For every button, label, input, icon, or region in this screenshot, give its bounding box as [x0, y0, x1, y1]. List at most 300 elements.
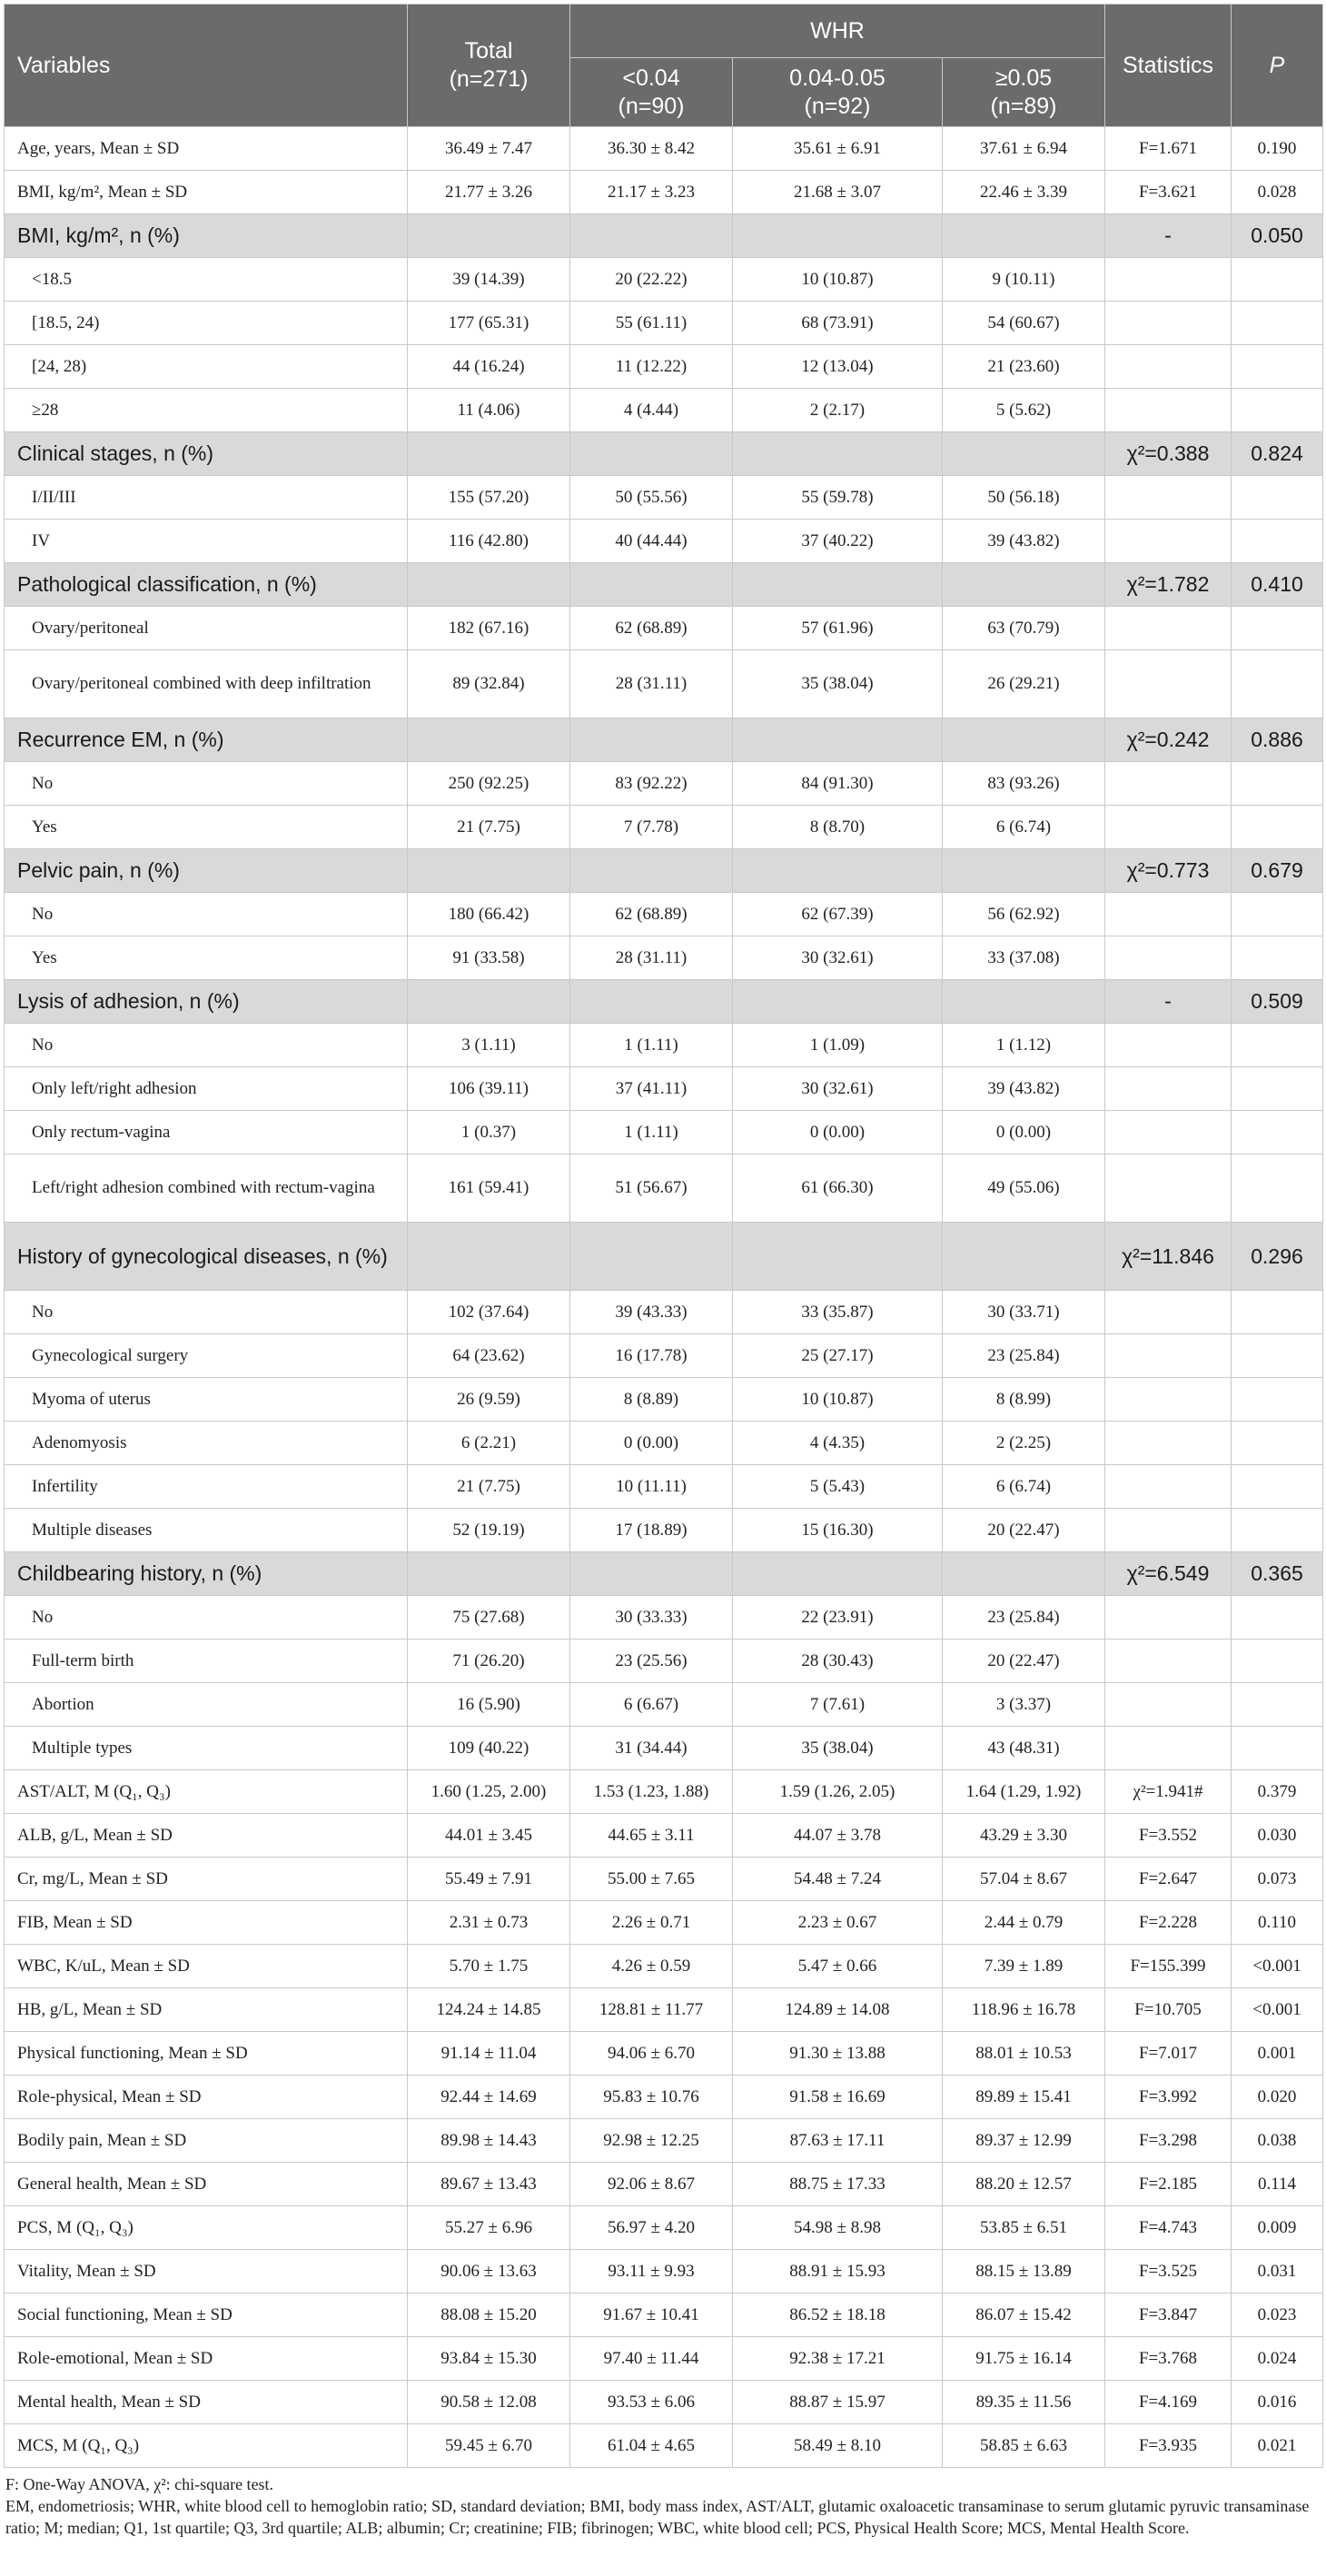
cell-whr-0-04-0-05: 35 (38.04) — [733, 1727, 943, 1770]
cell-whr-ge-0-05: 37.61 ± 6.94 — [943, 127, 1105, 171]
row-label: Only rectum-vagina — [5, 1111, 408, 1154]
row-label: Full-term birth — [5, 1640, 408, 1683]
row-label: Only left/right adhesion — [5, 1067, 408, 1111]
header-p — [1232, 5, 1323, 127]
row-label: Clinical stages, n (%) — [5, 432, 408, 476]
table-row — [5, 1770, 1323, 1814]
row-label: Adenomyosis — [5, 1422, 408, 1465]
cell-total: 55.27 ± 6.96 — [408, 2206, 570, 2250]
table-row — [5, 2381, 1323, 2424]
row-label: Yes — [5, 806, 408, 849]
cell-p-value: 0.031 — [1232, 2250, 1323, 2294]
row-label: Lysis of adhesion, n (%) — [5, 980, 408, 1024]
cell-total: 177 (65.31) — [408, 302, 570, 345]
cell-whr-0-04-0-05: 57 (61.96) — [733, 607, 943, 650]
cell-statistics: χ²=0.388 — [1105, 432, 1232, 476]
cell-whr-ge-0-05: 49 (55.06) — [943, 1154, 1105, 1223]
cell-whr-lt-0-04 — [570, 849, 733, 893]
cell-whr-lt-0-04: 128.81 ± 11.77 — [570, 1988, 733, 2032]
row-label: Social functioning, Mean ± SD — [5, 2294, 408, 2337]
cell-whr-0-04-0-05 — [733, 214, 943, 258]
table-row — [5, 1024, 1323, 1067]
cell-statistics — [1105, 345, 1232, 389]
cell-total: 250 (92.25) — [408, 762, 570, 806]
cell-whr-lt-0-04: 4.26 ± 0.59 — [570, 1945, 733, 1988]
cell-whr-ge-0-05: 6 (6.74) — [943, 806, 1105, 849]
cell-whr-lt-0-04: 31 (34.44) — [570, 1727, 733, 1770]
cell-whr-ge-0-05: 39 (43.82) — [943, 1067, 1105, 1111]
cell-whr-0-04-0-05: 55 (59.78) — [733, 476, 943, 520]
cell-whr-ge-0-05: 33 (37.08) — [943, 936, 1105, 980]
cell-whr-lt-0-04: 62 (68.89) — [570, 893, 733, 936]
cell-statistics: χ²=0.242 — [1105, 718, 1232, 762]
cell-total: 71 (26.20) — [408, 1640, 570, 1683]
cell-statistics: χ²=0.773 — [1105, 849, 1232, 893]
cell-p-value — [1232, 1596, 1323, 1640]
cell-whr-0-04-0-05: 88.75 ± 17.33 — [733, 2163, 943, 2206]
row-label: Multiple diseases — [5, 1509, 408, 1552]
cell-p-value — [1232, 1683, 1323, 1727]
cell-total: 180 (66.42) — [408, 893, 570, 936]
cell-total — [408, 563, 570, 607]
cell-whr-ge-0-05: 23 (25.84) — [943, 1596, 1105, 1640]
cell-p-value — [1232, 1509, 1323, 1552]
cell-p-value — [1232, 1291, 1323, 1334]
cell-total — [408, 1552, 570, 1596]
group-header-row — [5, 849, 1323, 893]
cell-whr-lt-0-04: 10 (11.11) — [570, 1465, 733, 1509]
cell-total: 92.44 ± 14.69 — [408, 2076, 570, 2119]
row-label: No — [5, 1596, 408, 1640]
row-label: Role-physical, Mean ± SD — [5, 2076, 408, 2119]
cell-p-value — [1232, 1378, 1323, 1422]
cell-whr-0-04-0-05: 35 (38.04) — [733, 650, 943, 718]
cell-total — [408, 980, 570, 1024]
cell-whr-ge-0-05: 5 (5.62) — [943, 389, 1105, 432]
cell-whr-0-04-0-05: 88.91 ± 15.93 — [733, 2250, 943, 2294]
cell-whr-lt-0-04: 6 (6.67) — [570, 1683, 733, 1727]
cell-whr-lt-0-04: 51 (56.67) — [570, 1154, 733, 1223]
cell-statistics — [1105, 389, 1232, 432]
cell-whr-lt-0-04: 92.06 ± 8.67 — [570, 2163, 733, 2206]
cell-p-value: 0.824 — [1232, 432, 1323, 476]
cell-whr-lt-0-04 — [570, 718, 733, 762]
table-row — [5, 2032, 1323, 2076]
cell-total: 89.67 ± 13.43 — [408, 2163, 570, 2206]
cell-whr-0-04-0-05: 35.61 ± 6.91 — [733, 127, 943, 171]
cell-total: 21.77 ± 3.26 — [408, 171, 570, 214]
cell-whr-0-04-0-05: 12 (13.04) — [733, 345, 943, 389]
cell-whr-ge-0-05: 50 (56.18) — [943, 476, 1105, 520]
cell-whr-ge-0-05: 1 (1.12) — [943, 1024, 1105, 1067]
cell-statistics — [1105, 1154, 1232, 1223]
cell-whr-lt-0-04: 11 (12.22) — [570, 345, 733, 389]
cell-whr-ge-0-05: 20 (22.47) — [943, 1509, 1105, 1552]
table-row — [5, 302, 1323, 345]
cell-total: 102 (37.64) — [408, 1291, 570, 1334]
row-label: <18.5 — [5, 258, 408, 302]
cell-whr-ge-0-05: 43.29 ± 3.30 — [943, 1814, 1105, 1858]
cell-statistics — [1105, 476, 1232, 520]
cell-total: 52 (19.19) — [408, 1509, 570, 1552]
cell-whr-0-04-0-05 — [733, 432, 943, 476]
cell-p-value — [1232, 762, 1323, 806]
cell-whr-ge-0-05: 89.89 ± 15.41 — [943, 2076, 1105, 2119]
cell-whr-lt-0-04: 91.67 ± 10.41 — [570, 2294, 733, 2337]
cell-p-value: 0.886 — [1232, 718, 1323, 762]
cell-p-value: 0.030 — [1232, 1814, 1323, 1858]
cell-whr-lt-0-04: 97.40 ± 11.44 — [570, 2337, 733, 2381]
cell-whr-lt-0-04: 28 (31.11) — [570, 936, 733, 980]
table-row — [5, 936, 1323, 980]
cell-whr-lt-0-04 — [570, 1223, 733, 1291]
cell-p-value: 0.296 — [1232, 1223, 1323, 1291]
cell-whr-lt-0-04: 55.00 ± 7.65 — [570, 1858, 733, 1901]
cell-total: 1.60 (1.25, 2.00) — [408, 1770, 570, 1814]
cell-p-value — [1232, 806, 1323, 849]
row-label: BMI, kg/m², Mean ± SD — [5, 171, 408, 214]
group-header-row — [5, 563, 1323, 607]
cell-whr-lt-0-04: 20 (22.22) — [570, 258, 733, 302]
table-row — [5, 1988, 1323, 2032]
table-row — [5, 1378, 1323, 1422]
cell-total: 116 (42.80) — [408, 520, 570, 563]
cell-whr-lt-0-04: 23 (25.56) — [570, 1640, 733, 1683]
cell-p-value — [1232, 1067, 1323, 1111]
cell-whr-lt-0-04: 7 (7.78) — [570, 806, 733, 849]
cell-p-value: 0.379 — [1232, 1770, 1323, 1814]
header-statistics: Statistics — [1105, 5, 1232, 127]
cell-whr-lt-0-04: 62 (68.89) — [570, 607, 733, 650]
cell-total: 44.01 ± 3.45 — [408, 1814, 570, 1858]
row-label: I/II/III — [5, 476, 408, 520]
table-footnote — [4, 2473, 1322, 2539]
cell-whr-ge-0-05 — [943, 432, 1105, 476]
cell-p-value — [1232, 1640, 1323, 1683]
table-container — [4, 4, 1322, 2539]
table-row — [5, 1291, 1323, 1334]
cell-p-value — [1232, 302, 1323, 345]
row-label: Yes — [5, 936, 408, 980]
cell-total: 75 (27.68) — [408, 1596, 570, 1640]
table-row — [5, 389, 1323, 432]
cell-p-value — [1232, 520, 1323, 563]
cell-p-value — [1232, 1727, 1323, 1770]
cell-statistics: - — [1105, 214, 1232, 258]
cell-total: 89 (32.84) — [408, 650, 570, 718]
cell-whr-ge-0-05 — [943, 1552, 1105, 1596]
cell-statistics: F=1.671 — [1105, 127, 1232, 171]
cell-whr-0-04-0-05: 4 (4.35) — [733, 1422, 943, 1465]
cell-p-value — [1232, 1111, 1323, 1154]
cell-total: 16 (5.90) — [408, 1683, 570, 1727]
cell-total: 2.31 ± 0.73 — [408, 1901, 570, 1945]
cell-p-value: 0.365 — [1232, 1552, 1323, 1596]
cell-whr-lt-0-04: 93.53 ± 6.06 — [570, 2381, 733, 2424]
row-label: Gynecological surgery — [5, 1334, 408, 1378]
cell-whr-lt-0-04: 0 (0.00) — [570, 1422, 733, 1465]
cell-total: 89.98 ± 14.43 — [408, 2119, 570, 2163]
cell-total: 182 (67.16) — [408, 607, 570, 650]
header-group-2-label: 0.04-0.05 — [789, 64, 886, 91]
cell-whr-ge-0-05: 20 (22.47) — [943, 1640, 1105, 1683]
header-group-2-n: (n=92) — [804, 93, 871, 119]
cell-total: 21 (7.75) — [408, 1465, 570, 1509]
table-row — [5, 171, 1323, 214]
cell-p-value: 0.679 — [1232, 849, 1323, 893]
group-header-row — [5, 1552, 1323, 1596]
cell-p-value — [1232, 1465, 1323, 1509]
cell-whr-0-04-0-05: 54.48 ± 7.24 — [733, 1858, 943, 1901]
cell-total — [408, 1223, 570, 1291]
cell-statistics: F=3.621 — [1105, 171, 1232, 214]
cell-statistics — [1105, 1111, 1232, 1154]
cell-whr-ge-0-05: 22.46 ± 3.39 — [943, 171, 1105, 214]
cell-whr-ge-0-05: 30 (33.71) — [943, 1291, 1105, 1334]
cell-statistics — [1105, 1422, 1232, 1465]
row-label: Abortion — [5, 1683, 408, 1727]
cell-total: 161 (59.41) — [408, 1154, 570, 1223]
cell-whr-lt-0-04 — [570, 432, 733, 476]
cell-total: 88.08 ± 15.20 — [408, 2294, 570, 2337]
cell-statistics: F=4.743 — [1105, 2206, 1232, 2250]
cell-whr-0-04-0-05: 7 (7.61) — [733, 1683, 943, 1727]
table-row — [5, 1465, 1323, 1509]
row-label: [18.5, 24) — [5, 302, 408, 345]
cell-whr-lt-0-04: 36.30 ± 8.42 — [570, 127, 733, 171]
table-row — [5, 2163, 1323, 2206]
cell-p-value: 0.114 — [1232, 2163, 1323, 2206]
table-row — [5, 1067, 1323, 1111]
cell-whr-ge-0-05: 91.75 ± 16.14 — [943, 2337, 1105, 2381]
cell-whr-ge-0-05: 23 (25.84) — [943, 1334, 1105, 1378]
cell-whr-ge-0-05: 6 (6.74) — [943, 1465, 1105, 1509]
cell-whr-lt-0-04: 39 (43.33) — [570, 1291, 733, 1334]
cell-statistics — [1105, 1683, 1232, 1727]
cell-p-value: 0.023 — [1232, 2294, 1323, 2337]
cell-statistics — [1105, 1024, 1232, 1067]
cell-whr-0-04-0-05: 22 (23.91) — [733, 1596, 943, 1640]
footnote-tests: F: One-Way ANOVA, χ²: chi-square test. — [5, 2475, 274, 2493]
cell-total — [408, 718, 570, 762]
cell-whr-ge-0-05: 8 (8.99) — [943, 1378, 1105, 1422]
table-row — [5, 345, 1323, 389]
row-label: Ovary/peritoneal combined with deep infiltration — [5, 650, 408, 718]
table-row — [5, 2119, 1323, 2163]
cell-whr-lt-0-04: 16 (17.78) — [570, 1334, 733, 1378]
cell-whr-ge-0-05: 26 (29.21) — [943, 650, 1105, 718]
row-label: Infertility — [5, 1465, 408, 1509]
cell-whr-0-04-0-05: 5.47 ± 0.66 — [733, 1945, 943, 1988]
cell-total: 155 (57.20) — [408, 476, 570, 520]
cell-statistics — [1105, 1596, 1232, 1640]
cell-whr-ge-0-05: 7.39 ± 1.89 — [943, 1945, 1105, 1988]
cell-whr-0-04-0-05: 68 (73.91) — [733, 302, 943, 345]
table-row — [5, 2424, 1323, 2468]
header-group-3 — [943, 58, 1105, 127]
cell-whr-lt-0-04: 28 (31.11) — [570, 650, 733, 718]
cell-total: 91 (33.58) — [408, 936, 570, 980]
cell-whr-ge-0-05 — [943, 214, 1105, 258]
row-label: Physical functioning, Mean ± SD — [5, 2032, 408, 2076]
cell-whr-lt-0-04 — [570, 563, 733, 607]
row-label: MCS, M (Q₁, Q₃) — [5, 2424, 408, 2468]
cell-p-value — [1232, 1154, 1323, 1223]
cell-total: 106 (39.11) — [408, 1067, 570, 1111]
cell-whr-lt-0-04 — [570, 214, 733, 258]
header-variables: Variables — [5, 5, 408, 127]
cell-whr-ge-0-05: 0 (0.00) — [943, 1111, 1105, 1154]
cell-whr-0-04-0-05: 124.89 ± 14.08 — [733, 1988, 943, 2032]
group-header-row — [5, 980, 1323, 1024]
cell-whr-lt-0-04: 93.11 ± 9.93 — [570, 2250, 733, 2294]
cell-whr-lt-0-04: 30 (33.33) — [570, 1596, 733, 1640]
cell-total: 6 (2.21) — [408, 1422, 570, 1465]
cell-p-value — [1232, 258, 1323, 302]
cell-whr-0-04-0-05: 37 (40.22) — [733, 520, 943, 563]
cell-whr-0-04-0-05 — [733, 1552, 943, 1596]
cell-statistics: F=3.935 — [1105, 2424, 1232, 2468]
cell-whr-ge-0-05: 9 (10.11) — [943, 258, 1105, 302]
cell-whr-0-04-0-05: 0 (0.00) — [733, 1111, 943, 1154]
header-group-3-label: ≥0.05 — [994, 64, 1053, 91]
table-body — [5, 127, 1323, 2468]
cell-whr-lt-0-04: 8 (8.89) — [570, 1378, 733, 1422]
cell-whr-0-04-0-05: 10 (10.87) — [733, 258, 943, 302]
cell-p-value: <0.001 — [1232, 1988, 1323, 2032]
cell-whr-ge-0-05: 57.04 ± 8.67 — [943, 1858, 1105, 1901]
header-group-2 — [733, 58, 943, 127]
cell-whr-lt-0-04: 37 (41.11) — [570, 1067, 733, 1111]
row-label: Cr, mg/L, Mean ± SD — [5, 1858, 408, 1901]
cell-whr-0-04-0-05: 87.63 ± 17.11 — [733, 2119, 943, 2163]
row-label: BMI, kg/m², n (%) — [5, 214, 408, 258]
cell-p-value: <0.001 — [1232, 1945, 1323, 1988]
cell-p-value: 0.020 — [1232, 2076, 1323, 2119]
cell-statistics — [1105, 1727, 1232, 1770]
cell-statistics — [1105, 607, 1232, 650]
cell-total: 3 (1.11) — [408, 1024, 570, 1067]
cell-total: 90.58 ± 12.08 — [408, 2381, 570, 2424]
cell-p-value — [1232, 1024, 1323, 1067]
header-p-label: P — [1269, 52, 1285, 78]
table-row — [5, 127, 1323, 171]
cell-total: 64 (23.62) — [408, 1334, 570, 1378]
header-total-label: Total — [464, 38, 513, 64]
cell-whr-0-04-0-05: 44.07 ± 3.78 — [733, 1814, 943, 1858]
cell-p-value: 0.001 — [1232, 2032, 1323, 2076]
row-label: IV — [5, 520, 408, 563]
cell-statistics: F=4.169 — [1105, 2381, 1232, 2424]
cell-whr-ge-0-05: 58.85 ± 6.63 — [943, 2424, 1105, 2468]
cell-statistics — [1105, 936, 1232, 980]
row-label: WBC, K/uL, Mean ± SD — [5, 1945, 408, 1988]
cell-whr-lt-0-04: 2.26 ± 0.71 — [570, 1901, 733, 1945]
row-label: Recurrence EM, n (%) — [5, 718, 408, 762]
table-row — [5, 1111, 1323, 1154]
table-row — [5, 1509, 1323, 1552]
row-label: Myoma of uterus — [5, 1378, 408, 1422]
cell-whr-0-04-0-05: 28 (30.43) — [733, 1640, 943, 1683]
cell-statistics: χ²=1.941# — [1105, 1770, 1232, 1814]
cell-whr-lt-0-04: 56.97 ± 4.20 — [570, 2206, 733, 2250]
row-label: Multiple types — [5, 1727, 408, 1770]
cell-total: 21 (7.75) — [408, 806, 570, 849]
cell-whr-0-04-0-05: 5 (5.43) — [733, 1465, 943, 1509]
row-label: General health, Mean ± SD — [5, 2163, 408, 2206]
cell-whr-lt-0-04: 40 (44.44) — [570, 520, 733, 563]
cell-whr-ge-0-05: 21 (23.60) — [943, 345, 1105, 389]
cell-statistics: F=3.992 — [1105, 2076, 1232, 2119]
cell-total — [408, 849, 570, 893]
cell-statistics: F=7.017 — [1105, 2032, 1232, 2076]
cell-whr-0-04-0-05 — [733, 1223, 943, 1291]
cell-whr-0-04-0-05: 25 (27.17) — [733, 1334, 943, 1378]
row-label: ≥28 — [5, 389, 408, 432]
cell-total — [408, 432, 570, 476]
cell-total: 55.49 ± 7.91 — [408, 1858, 570, 1901]
cell-whr-0-04-0-05: 92.38 ± 17.21 — [733, 2337, 943, 2381]
cell-total: 11 (4.06) — [408, 389, 570, 432]
row-label: Left/right adhesion combined with rectum-vagina — [5, 1154, 408, 1223]
row-label: Ovary/peritoneal — [5, 607, 408, 650]
cell-whr-lt-0-04: 55 (61.11) — [570, 302, 733, 345]
table-row — [5, 762, 1323, 806]
group-header-row — [5, 432, 1323, 476]
cell-whr-ge-0-05: 2 (2.25) — [943, 1422, 1105, 1465]
cell-statistics: F=3.525 — [1105, 2250, 1232, 2294]
cell-whr-ge-0-05: 1.64 (1.29, 1.92) — [943, 1770, 1105, 1814]
cell-whr-ge-0-05 — [943, 980, 1105, 1024]
cell-whr-0-04-0-05 — [733, 849, 943, 893]
data-table — [4, 4, 1323, 2468]
cell-whr-ge-0-05: 86.07 ± 15.42 — [943, 2294, 1105, 2337]
cell-whr-0-04-0-05: 2.23 ± 0.67 — [733, 1901, 943, 1945]
cell-whr-0-04-0-05: 62 (67.39) — [733, 893, 943, 936]
cell-statistics: χ²=6.549 — [1105, 1552, 1232, 1596]
cell-whr-ge-0-05 — [943, 718, 1105, 762]
cell-whr-ge-0-05: 43 (48.31) — [943, 1727, 1105, 1770]
cell-whr-ge-0-05: 56 (62.92) — [943, 893, 1105, 936]
cell-p-value — [1232, 650, 1323, 718]
row-label: AST/ALT, M (Q₁, Q₃) — [5, 1770, 408, 1814]
table-row — [5, 1640, 1323, 1683]
cell-total: 39 (14.39) — [408, 258, 570, 302]
cell-statistics: F=2.185 — [1105, 2163, 1232, 2206]
cell-statistics — [1105, 1378, 1232, 1422]
row-label: PCS, M (Q₁, Q₃) — [5, 2206, 408, 2250]
table-row — [5, 2337, 1323, 2381]
row-label: Role-emotional, Mean ± SD — [5, 2337, 408, 2381]
cell-total: 1 (0.37) — [408, 1111, 570, 1154]
row-label: Mental health, Mean ± SD — [5, 2381, 408, 2424]
cell-total: 124.24 ± 14.85 — [408, 1988, 570, 2032]
cell-p-value: 0.050 — [1232, 214, 1323, 258]
cell-total — [408, 214, 570, 258]
cell-whr-lt-0-04: 17 (18.89) — [570, 1509, 733, 1552]
cell-whr-ge-0-05 — [943, 849, 1105, 893]
cell-p-value — [1232, 1334, 1323, 1378]
cell-whr-lt-0-04: 44.65 ± 3.11 — [570, 1814, 733, 1858]
cell-whr-0-04-0-05: 91.30 ± 13.88 — [733, 2032, 943, 2076]
cell-whr-lt-0-04: 92.98 ± 12.25 — [570, 2119, 733, 2163]
cell-total: 109 (40.22) — [408, 1727, 570, 1770]
cell-whr-lt-0-04: 4 (4.44) — [570, 389, 733, 432]
table-row — [5, 2206, 1323, 2250]
cell-whr-0-04-0-05: 86.52 ± 18.18 — [733, 2294, 943, 2337]
cell-p-value: 0.410 — [1232, 563, 1323, 607]
cell-statistics — [1105, 762, 1232, 806]
